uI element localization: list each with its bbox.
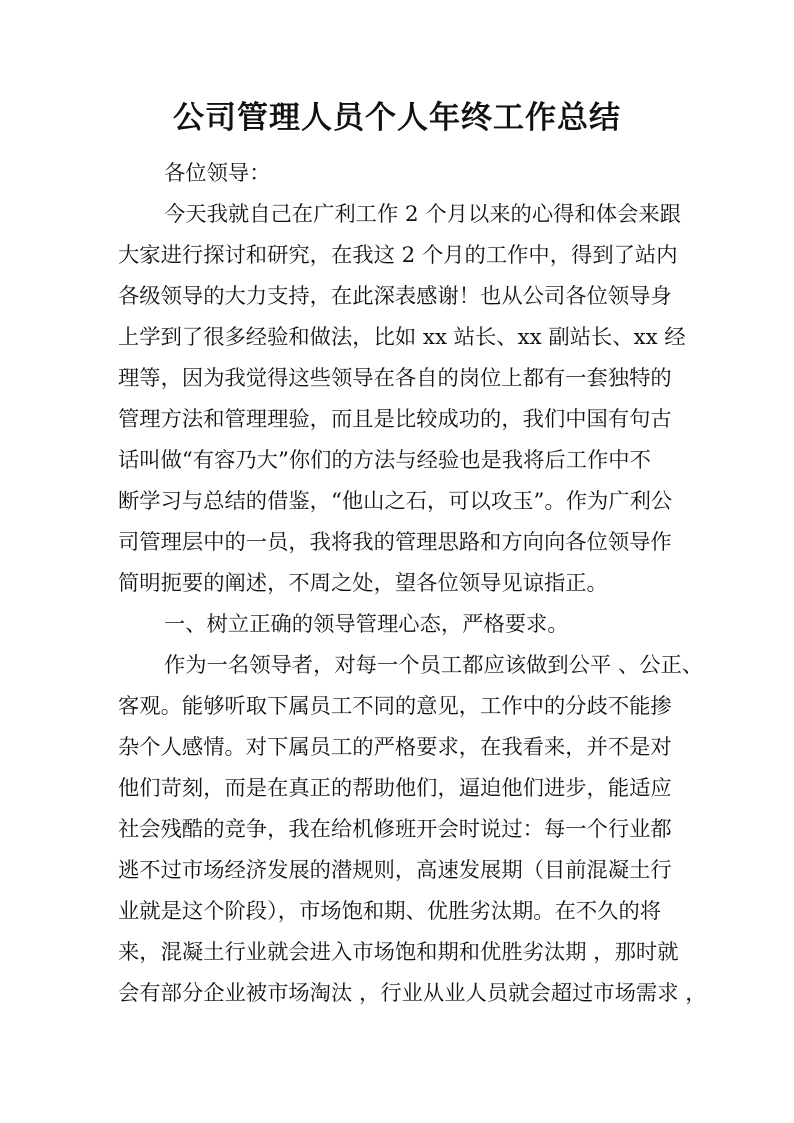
paragraph-line: 今天我就自己在广利工作 2 个月以来的心得和体会来跟 — [164, 202, 681, 227]
paragraph-line: 管理方法和管理理验，而且是比较成功的，我们中国有句古 — [118, 407, 672, 432]
paragraph-line: 上学到了很多经验和做法，比如 xx 站长、xx 副站长、xx 经 — [118, 325, 686, 350]
paragraph-line: 简明扼要的阐述，不周之处，望各位领导见谅指正。 — [118, 571, 608, 596]
document-title: 公司管理人员个人年终工作总结 — [173, 100, 621, 136]
salutation-line: 各位领导： — [164, 161, 271, 186]
paragraph-line: 来，混凝土行业就会进入市场饱和期和优胜劣汰期 ，那时就 — [118, 940, 679, 965]
section-heading: 一、树立正确的领导管理心态，严格要求。 — [164, 612, 569, 637]
paragraph-line: 断学习与总结的借鉴，“他山之石，可以攻玉”。作为广利公 — [118, 489, 673, 514]
paragraph-line: 会有部分企业被市场淘汰 ，行业从业人员就会超过市场需求 ， — [118, 981, 707, 1006]
paragraph-line: 杂个人感情。对下属员工的严格要求，在我看来，并不是对 — [118, 735, 672, 760]
paragraph-line: 司管理层中的一员，我将我的管理思路和方向向各位领导作 — [118, 530, 672, 555]
paragraph-line: 社会残酷的竞争，我在给机修班开会时说过：每一个行业都 — [118, 817, 672, 842]
paragraph-line: 客观。能够听取下属员工不同的意见，工作中的分歧不能掺 — [118, 694, 672, 719]
paragraph-line: 各级领导的大力支持，在此深表感谢！也从公司各位领导身 — [118, 284, 672, 309]
document-body — [118, 153, 707, 1014]
paragraph-line: 大家进行探讨和研究，在我这 2 个月的工作中，得到了站内 — [118, 243, 678, 268]
paragraph-line: 业就是这个阶段），市场饱和期、优胜劣汰期。在不久的将 — [118, 899, 662, 924]
paragraph-line: 话叫做“有容乃大”你们的方法与经验也是我将后工作中不 — [118, 448, 651, 473]
paragraph-line: 作为一名领导者，对每一个员工都应该做到公平 、公正、 — [164, 653, 704, 678]
paragraph-line: 他们苛刻，而是在真正的帮助他们，逼迫他们进步，能适应 — [118, 776, 672, 801]
paragraph-line: 理等，因为我觉得这些领导在各自的岗位上都有一套独特的 — [118, 366, 672, 391]
paragraph-line: 逃不过市场经济发展的潜规则，高速发展期（目前混凝土行 — [118, 858, 672, 883]
